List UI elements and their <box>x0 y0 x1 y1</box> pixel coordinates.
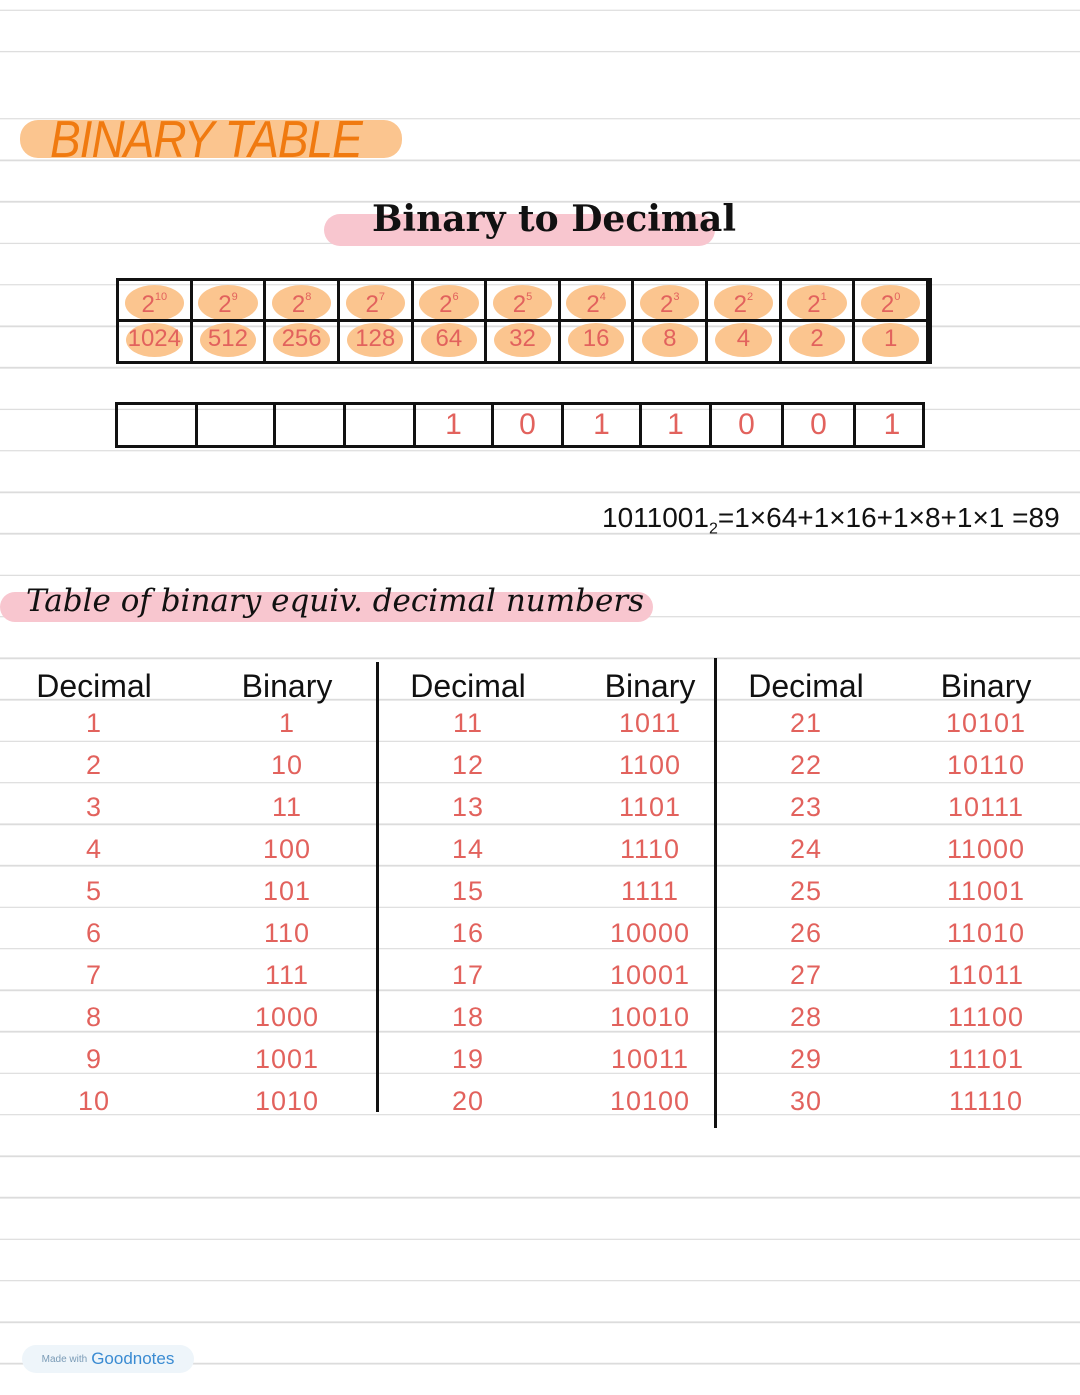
bit-value: 1 <box>883 408 901 441</box>
bit-cell[interactable] <box>276 405 346 445</box>
power-value: 8 <box>663 324 677 352</box>
power-base: 2 <box>512 290 527 318</box>
power-value: 128 <box>355 324 396 352</box>
formula-number: 1011001 <box>602 502 709 533</box>
binary-value: 10 <box>270 750 304 780</box>
power-base: 2 <box>807 290 821 318</box>
decimal-value: 9 <box>85 1044 103 1074</box>
power-exponent: 9 <box>231 290 238 303</box>
decimal-value: 14 <box>451 834 485 864</box>
binary-value: 11100 <box>947 1002 1025 1032</box>
binary-value: 1110 <box>619 834 681 864</box>
binary-value: 11110 <box>948 1086 1024 1116</box>
decimal-value: 12 <box>451 750 485 780</box>
decimal-value: 20 <box>451 1086 485 1116</box>
formula-base: 2 <box>708 520 718 538</box>
power-label <box>365 292 384 317</box>
decimal-value: 21 <box>789 708 823 738</box>
decimal-value: 6 <box>85 918 103 948</box>
binary-value: 11101 <box>947 1044 1025 1074</box>
decimal-value: 30 <box>789 1086 823 1116</box>
made-with-goodnotes-badge[interactable] <box>22 1345 194 1373</box>
binary-value: 10001 <box>609 960 691 990</box>
bit-cell[interactable] <box>118 405 198 445</box>
row-divider <box>119 319 929 322</box>
decimal-value: 2 <box>85 750 103 780</box>
decimal-value: 7 <box>85 960 103 990</box>
binary-value: 101 <box>262 876 312 906</box>
power-exponent: 7 <box>378 290 385 303</box>
power-value: 4 <box>736 324 751 352</box>
binary-value: 1011 <box>618 708 682 738</box>
binary-value: 1000 <box>254 1002 320 1032</box>
bit-cell[interactable] <box>494 405 564 445</box>
power-value: 1 <box>883 324 898 352</box>
binary-value: 10100 <box>609 1086 691 1116</box>
decimal-value: 10 <box>77 1086 111 1116</box>
bit-cell[interactable] <box>856 405 928 445</box>
power-label <box>807 292 826 317</box>
decimal-value: 29 <box>789 1044 823 1074</box>
power-exponent: 6 <box>452 290 459 303</box>
bit-cell[interactable] <box>416 405 494 445</box>
binary-value: 10011 <box>610 1044 690 1074</box>
power-base: 2 <box>365 290 379 318</box>
decimal-value: 25 <box>789 876 823 906</box>
bit-value: 1 <box>667 408 684 441</box>
bit-cell[interactable] <box>642 405 712 445</box>
binary-value: 100 <box>262 834 312 864</box>
binary-value: 110 <box>263 918 311 948</box>
bit-cell[interactable] <box>198 405 276 445</box>
power-base: 2 <box>733 290 748 318</box>
binary-value: 10110 <box>946 750 1026 780</box>
power-base: 2 <box>586 290 600 318</box>
power-label <box>142 292 168 317</box>
binary-header: Binary <box>241 668 333 704</box>
decimal-value: 11 <box>452 708 484 738</box>
power-label <box>218 292 237 317</box>
binary-value: 1010 <box>254 1086 320 1116</box>
goodnotes-logo: Goodnotes <box>91 1349 175 1368</box>
power-exponent: 1 <box>820 290 827 303</box>
badge-prefix: Made with <box>41 1353 88 1365</box>
decimal-value: 22 <box>789 750 823 780</box>
bit-cell[interactable] <box>784 405 856 445</box>
power-base: 2 <box>141 290 155 318</box>
power-exponent: 3 <box>673 290 680 303</box>
bit-cell[interactable] <box>564 405 642 445</box>
power-value: 256 <box>281 324 322 352</box>
power-base: 2 <box>439 290 453 318</box>
decimal-value: 17 <box>451 960 485 990</box>
binary-value: 10010 <box>609 1002 691 1032</box>
bit-value: 1 <box>593 408 610 441</box>
decimal-value: 15 <box>451 876 485 906</box>
binary-value: 11011 <box>947 960 1025 990</box>
equiv-heading: Table of binary equiv. decimal numbers <box>26 583 645 619</box>
power-exponent: 8 <box>305 290 312 303</box>
power-base: 2 <box>291 290 306 318</box>
decimal-header: Decimal <box>748 668 864 704</box>
bit-value: 0 <box>519 408 536 441</box>
decimal-header: Decimal <box>36 668 152 704</box>
decimal-value: 3 <box>85 792 103 822</box>
decimal-value: 1 <box>85 708 103 738</box>
power-label <box>586 292 605 317</box>
binary-value: 10101 <box>945 708 1027 738</box>
power-exponent: 10 <box>154 290 168 303</box>
converter-heading: Binary to Decimal <box>372 198 737 240</box>
power-value: 1024 <box>127 324 181 352</box>
power-value: 512 <box>207 324 248 352</box>
decimal-value: 13 <box>451 792 485 822</box>
power-exponent: 0 <box>894 290 901 303</box>
binary-value: 1 <box>278 708 296 738</box>
decimal-value: 16 <box>451 918 485 948</box>
binary-value: 10000 <box>609 918 691 948</box>
power-label <box>439 292 458 317</box>
binary-header: Binary <box>604 668 696 704</box>
powers-of-two-table <box>116 278 932 364</box>
decimal-value: 19 <box>451 1044 485 1074</box>
power-label <box>292 292 311 317</box>
binary-value: 1101 <box>618 792 682 822</box>
binary-value: 11001 <box>946 876 1026 906</box>
power-value: 16 <box>582 324 610 352</box>
power-label <box>734 292 753 317</box>
decimal-value: 27 <box>789 960 823 990</box>
binary-value: 11010 <box>946 918 1026 948</box>
power-base: 2 <box>880 290 895 318</box>
decimal-value: 8 <box>85 1002 103 1032</box>
binary-value: 10111 <box>947 792 1025 822</box>
column-divider-2 <box>714 658 717 1128</box>
column-divider-1 <box>376 662 379 1112</box>
power-value: 64 <box>435 324 463 352</box>
power-value: 2 <box>810 324 824 352</box>
power-base: 2 <box>660 290 674 318</box>
power-value: 32 <box>509 324 536 352</box>
bit-cell[interactable] <box>346 405 416 445</box>
power-label <box>881 292 900 317</box>
power-label <box>513 292 532 317</box>
power-base: 2 <box>218 290 232 318</box>
bit-cell[interactable] <box>712 405 784 445</box>
power-exponent: 2 <box>747 290 754 303</box>
binary-header: Binary <box>940 668 1032 704</box>
binary-value: 11 <box>271 792 303 822</box>
binary-input-row <box>115 402 925 448</box>
decimal-value: 26 <box>789 918 823 948</box>
decimal-value: 4 <box>85 834 103 864</box>
binary-value: 111 <box>264 960 310 990</box>
page-title: BINARY TABLE <box>50 109 362 169</box>
formula-expression: =1×64+1×16+1×8+1×1 =89 <box>717 502 1060 533</box>
conversion-formula <box>602 502 1060 539</box>
bit-value: 0 <box>738 408 755 441</box>
power-exponent: 5 <box>526 290 533 303</box>
decimal-value: 28 <box>789 1002 823 1032</box>
binary-value: 1111 <box>620 876 680 906</box>
binary-value: 11000 <box>946 834 1026 864</box>
binary-value: 1001 <box>254 1044 320 1074</box>
power-label <box>660 292 679 317</box>
bit-value: 1 <box>445 408 462 441</box>
bit-value: 0 <box>810 408 827 441</box>
decimal-value: 5 <box>85 876 103 906</box>
power-exponent: 4 <box>599 290 606 303</box>
decimal-value: 24 <box>789 834 823 864</box>
decimal-value: 23 <box>789 792 823 822</box>
binary-value: 1100 <box>618 750 682 780</box>
decimal-header: Decimal <box>410 668 526 704</box>
decimal-value: 18 <box>451 1002 485 1032</box>
